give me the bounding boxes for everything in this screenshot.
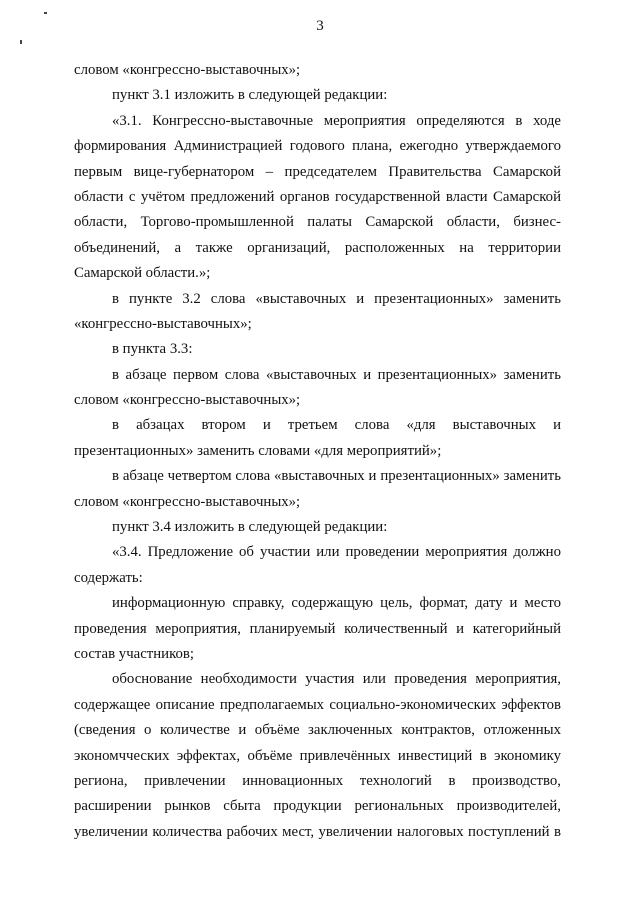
text-line: «3.4. Предложение об участии или проведении мероприятия должно bbox=[112, 544, 561, 561]
paragraph bbox=[74, 58, 561, 83]
paragraph bbox=[74, 287, 561, 338]
paragraph bbox=[74, 413, 561, 464]
text-line: пункт 3.4 изложить в следующей редакции: bbox=[112, 519, 388, 536]
paragraph bbox=[74, 464, 561, 515]
text-line: в абзацах втором и третьем слова «для выставочных и bbox=[112, 417, 561, 434]
text-line: области, Торгово-промышленной палаты Самарской области, бизнес- bbox=[74, 214, 561, 231]
paragraph bbox=[74, 337, 561, 362]
scan-artifact bbox=[44, 12, 47, 14]
text-line: информационную справку, содержащую цель, формат, дату и место bbox=[112, 595, 561, 612]
paragraph bbox=[74, 363, 561, 414]
text-line: словом «конгрессно-выставочных»; bbox=[74, 392, 301, 409]
paragraph bbox=[74, 515, 561, 540]
paragraph bbox=[74, 83, 561, 108]
text-line: словом «конгрессно-выставочных»; bbox=[74, 493, 301, 510]
scan-artifact bbox=[20, 40, 22, 44]
paragraph bbox=[74, 591, 561, 667]
text-line: формирования Администрацией годового плана, ежегодно утверждаемого bbox=[74, 138, 561, 155]
text-line: региона, привлечении инновационных технологий в производство, bbox=[74, 772, 561, 789]
text-line: пункт 3.1 изложить в следующей редакции: bbox=[112, 87, 388, 104]
text-line: «конгрессно-выставочных»; bbox=[74, 315, 252, 332]
text-line: в пункта 3.3: bbox=[112, 341, 193, 358]
text-line: состав участников; bbox=[74, 645, 195, 662]
text-line: объединений, а также организаций, расположенных на территории bbox=[74, 239, 561, 256]
document-body bbox=[74, 58, 561, 845]
text-line: Самарской области.»; bbox=[74, 265, 211, 282]
text-line: словом «конгрессно-выставочных»; bbox=[74, 62, 301, 78]
text-line: в абзаце первом слова «выставочных и презентационных» заменить bbox=[112, 366, 561, 383]
text-line: увеличении количества рабочих мест, увеличении налоговых поступлений в bbox=[74, 823, 561, 840]
text-line: первым вице-губернатором – председателем Правительства Самарской bbox=[74, 163, 561, 180]
paragraph bbox=[74, 109, 561, 287]
text-line: проведения мероприятия, планируемый количественный и категорийный bbox=[74, 620, 561, 637]
text-line: (сведения о количестве и объёме заключенных контрактов, отложенных bbox=[74, 722, 561, 739]
text-line: содержать: bbox=[74, 569, 143, 586]
text-line: в абзаце четвертом слова «выставочных и презентационных» заменить bbox=[112, 468, 561, 485]
paragraph bbox=[74, 540, 561, 591]
text-line: содержащее описание предполагаемых социально-экономических эффектов bbox=[74, 696, 561, 713]
text-line: расширении рынков сбыта продукции региональных производителей, bbox=[74, 798, 561, 815]
text-line: обоснование необходимости участия или проведения мероприятия, bbox=[112, 671, 561, 688]
page-number: 3 bbox=[316, 18, 324, 34]
text-line: области с учётом предложений органов государственной власти Самарской bbox=[74, 188, 561, 205]
text-line: презентационных» заменить словами «для мероприятий»; bbox=[74, 442, 442, 459]
text-line: «3.1. Конгрессно-выставочные мероприятия определяются в ходе bbox=[112, 112, 561, 129]
text-line: экономчческих эффектах, объёме привлечённых инвестиций в экономику bbox=[74, 747, 561, 764]
paragraph bbox=[74, 667, 561, 845]
text-line: в пункте 3.2 слова «выставочных и презентационных» заменить bbox=[112, 290, 561, 307]
